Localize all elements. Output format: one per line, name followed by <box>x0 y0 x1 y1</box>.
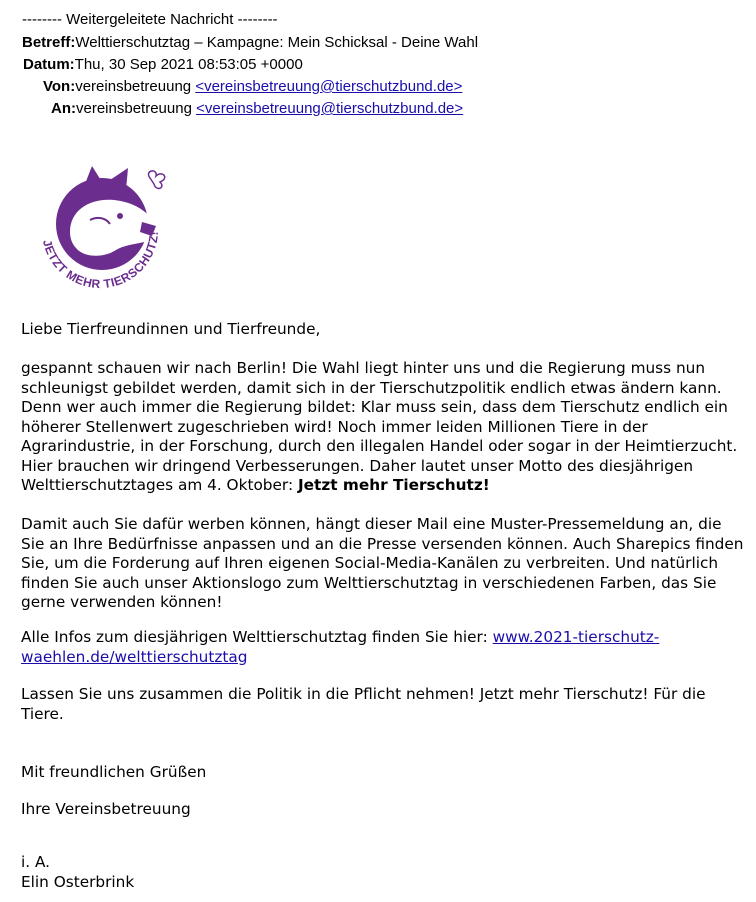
from-name: vereinsbetreuung <box>75 78 196 95</box>
paragraph-1: gespannt schauen wir nach Berlin! Die Wahl liegt hinter uns und die Regierung muss nun schleunigst gebildet werden, damit sich in der Tierschutzpolitik endlich etwas ändern kann. Denn wer auch immer die Regierung bildet: Klar muss sein, dass dem Tierschutz endlich ein höherer Stellenwert zugeschrieben wird! Noch immer leiden Millionen Tiere in der Agrarindustrie, in der Forschung, durch den illegalen Handel oder sogar in der Heimtierzucht. Hier brauchen wir dringend Verbesserungen. Daher lautet unser Motto des diesjährigen Welttierschutztages am 4. Oktober: Jetzt mehr Tierschutz! <box>21 359 738 494</box>
paragraph-2: Damit auch Sie dafür werben können, hängt dieser Mail eine Muster-Pressemeldung an, die Sie an Ihre Bedürfnisse anpassen und an die Presse versenden können. Auch Sharepics finden Sie, um die Forderung auf Ihren eigenen Social-Media-Kanälen zu verbreiten. Und natürlich finden Sie auch unser Aktionslogo zum Welttierschutztag in verschiedenen Farben, das Sie gerne verwenden können! <box>21 515 744 611</box>
subject-value: Welttierschutztag – Kampagne: Mein Schicksal - Deine Wahl <box>75 34 479 51</box>
signer-name: Elin Osterbrink <box>21 872 135 891</box>
campaign-logo <box>30 160 170 300</box>
signature <box>21 853 747 892</box>
ia-line: i. A. <box>21 853 51 871</box>
to-row <box>51 98 463 120</box>
motto-bold: Jetzt mehr Tierschutz! <box>297 476 490 494</box>
logo-slogan: JETZT MEHR TIERSCHUTZ! <box>40 230 162 292</box>
to-email-link[interactable]: <vereinsbetreuung@tierschutzbund.de> <box>196 100 464 117</box>
closing: Mit freundlichen Grüßen <box>21 763 207 781</box>
greeting: Liebe Tierfreundinnen und Tierfreunde, <box>21 320 321 338</box>
from-email-link[interactable]: <vereinsbetreuung@tierschutzbund.de> <box>195 78 463 95</box>
forward-line: -------- Weitergeleitete Nachricht -------- <box>22 11 278 28</box>
sender-team: Ihre Vereinsbetreuung <box>21 800 191 818</box>
to-label: An: <box>51 100 76 117</box>
pig-logo-icon <box>30 160 170 300</box>
date-row <box>23 54 303 76</box>
from-label: Von: <box>43 78 76 95</box>
date-value: Thu, 30 Sep 2021 08:53:05 +0000 <box>74 56 303 73</box>
subject-row <box>22 32 478 54</box>
paragraph-3: Alle Infos zum diesjährigen Welttierschutztag finden Sie hier: www.2021-tierschutz-waehlen.de/welttierschutztag <box>21 628 660 666</box>
to-name: vereinsbetreuung <box>76 100 197 117</box>
subject-label: Betreff: <box>22 34 76 51</box>
paragraph-4: Lassen Sie uns zusammen die Politik in die Pflicht nehmen! Jetzt mehr Tierschutz! Für die Tiere. <box>21 685 706 723</box>
campaign-link[interactable]: www.2021-tierschutz-waehlen.de/welttierschutztag <box>21 628 660 666</box>
date-label: Datum: <box>23 56 75 73</box>
from-row <box>43 76 462 98</box>
